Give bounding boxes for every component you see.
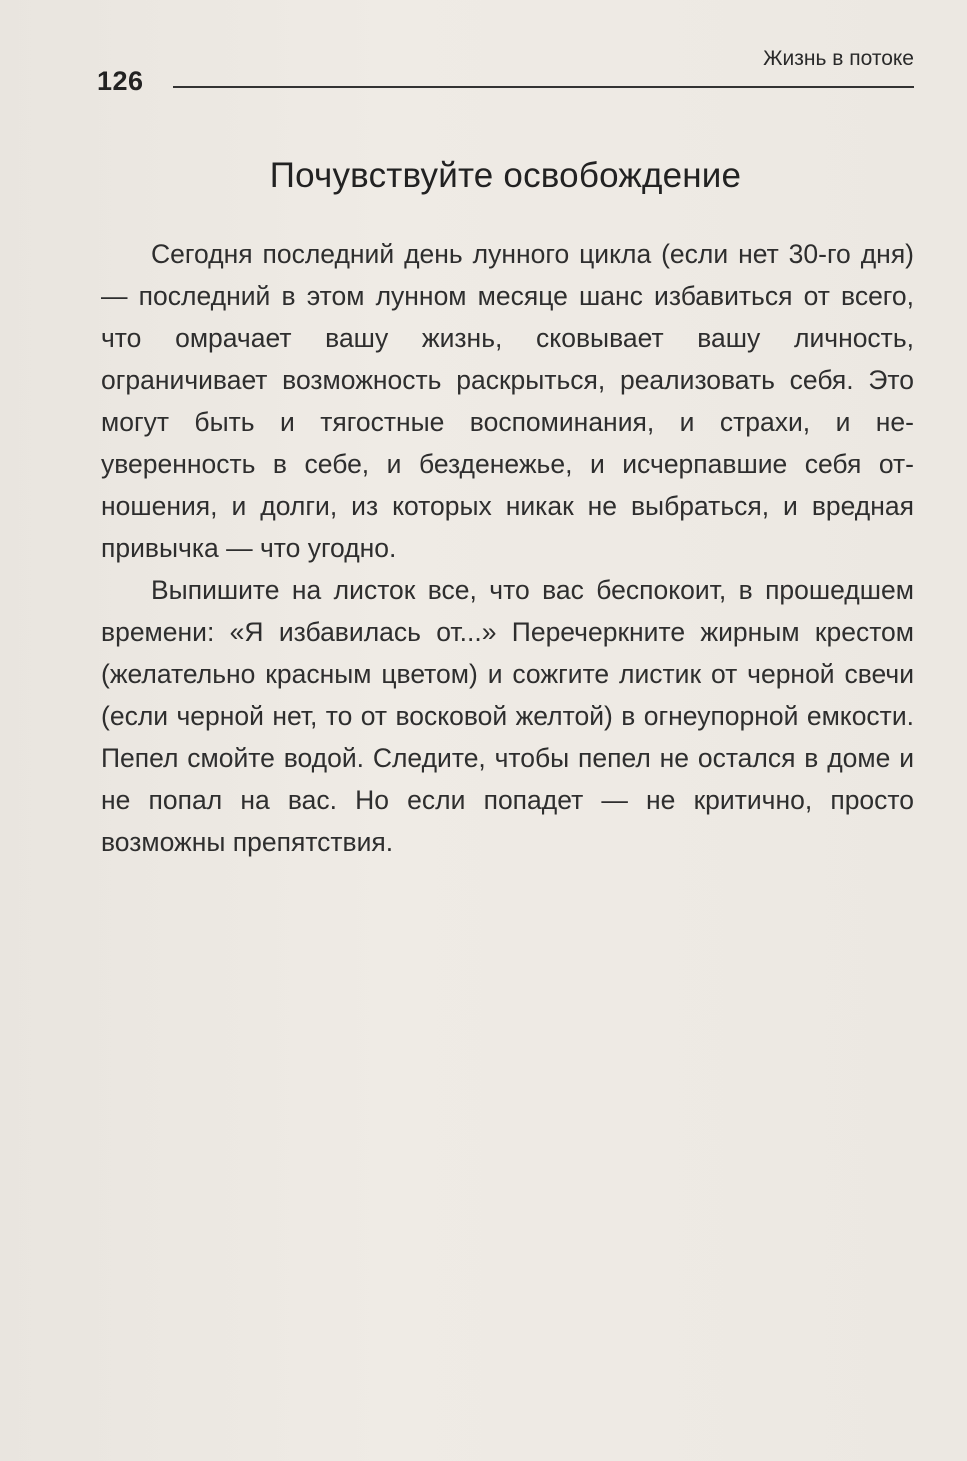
header-rule xyxy=(173,86,914,88)
body-text xyxy=(101,233,914,863)
paragraph-1: Сегодня последний день лунного цикла (если нет 30-го дня) — последний в этом лунном месяце шанс избавиться от всего, что омрачает вашу жизнь, сковывает вашу личность, ограничивает возможность раскрыться, реализовать себя. Это могут быть и тягостные воспоминания, и страхи, и неуверенность в себе, и безденежье, и исчерпавшие себя отношения, и долги, из которых никак не выбраться, и вредная привычка — что угодно. xyxy=(101,239,914,563)
chapter-title: Почувствуйте освобождение xyxy=(269,156,742,195)
page-number: 126 xyxy=(97,66,144,96)
paragraph-2: Выпишите на листок все, что вас беспокоит, в прошедшем времени: «Я избавилась от...» Перечеркните жирным крестом (желательно красным цветом) и сожгите листик от черной свечи (если черной нет, то от восковой желтой) в огнеупорной емкости. Пепел смойте водой. Следите, чтобы пепел не остался в доме и не попал на вас. Но если попадет — не критично, просто возможны препятствия. xyxy=(101,575,914,857)
running-header xyxy=(97,44,914,100)
running-title: Жизнь в потоке xyxy=(763,47,914,70)
